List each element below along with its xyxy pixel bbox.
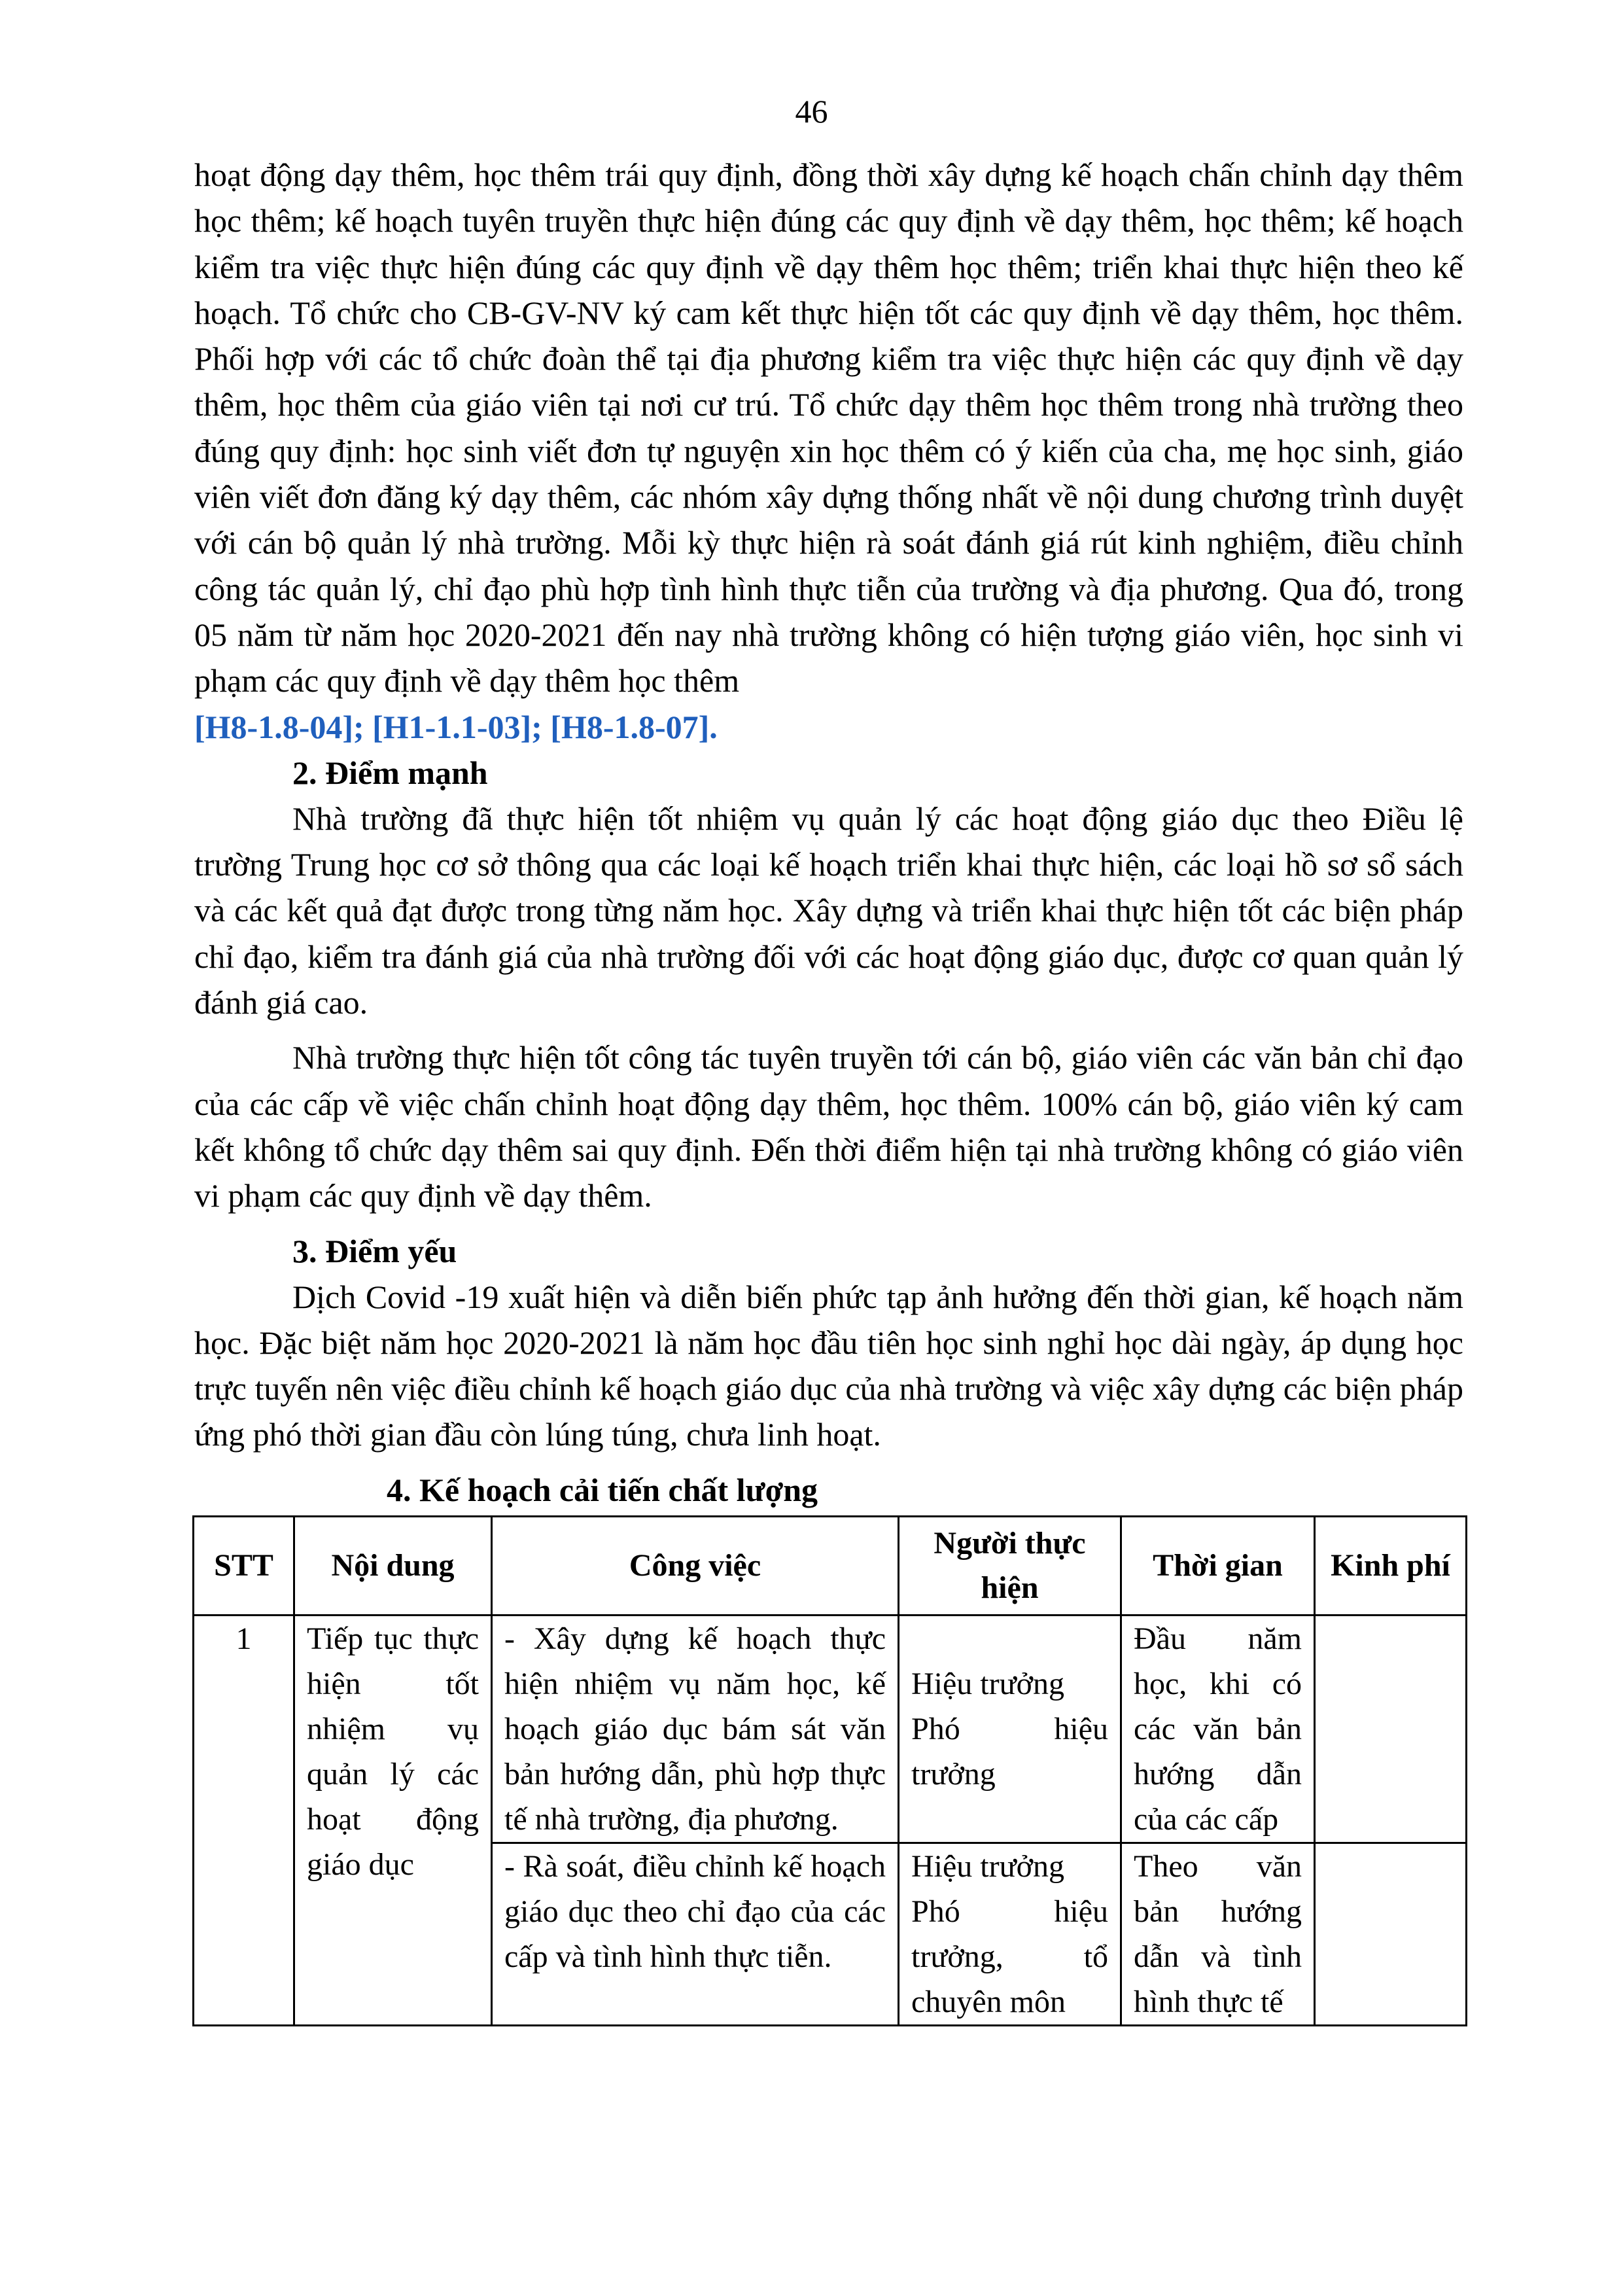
person-line: Phó hiệu trưởng — [911, 1711, 1108, 1792]
table-row — [194, 1615, 1467, 1843]
header-nguoi-thuc-hien: Người thực hiện — [899, 1516, 1121, 1615]
page-body — [194, 152, 1463, 2026]
paragraph-strengths-1: Nhà trường đã thực hiện tốt nhiệm vụ quản lý các hoạt động giáo dục theo Điều lệ trường Trung học cơ sở thông qua các loại kế hoạch triển khai thực hiện, các loại hồ sơ sổ sách và các kết quả đạt được trong từng năm học. Xây dựng và triển khai thực hiện tốt các biện pháp chỉ đạo, kiểm tra đánh giá của nhà trường đối với các hoạt động giáo dục, được cơ quan quản lý đánh giá cao. — [194, 800, 1463, 1021]
paragraph-continuation — [194, 152, 1463, 750]
header-cong-viec: Công việc — [492, 1516, 899, 1615]
paragraph-text: hoạt động dạy thêm, học thêm trái quy định, đồng thời xây dựng kế hoạch chấn chỉnh dạy thêm học thêm; kế hoạch tuyên truyền thực hiện đúng các quy định về dạy thêm, học thêm; kế hoạch kiểm tra việc thực hiện đúng các quy định về dạy thêm học thêm; triển khai thực hiện theo kế hoạch. Tổ chức cho CB-GV-NV ký cam kết thực hiện tốt các quy định về dạy thêm, học thêm. Phối hợp với các tổ chức đoàn thể tại địa phương kiểm tra việc thực hiện các quy định về dạy thêm, học thêm của giáo viên tại nơi cư trú. Tổ chức dạy thêm học thêm trong nhà trường theo đúng quy định: học sinh viết đơn tự nguyện xin học thêm có ý kiến của cha, mẹ học sinh, giáo viên viết đơn đăng ký dạy thêm, các nhóm xây dựng thống nhất về nội dung chương trình duyệt với cán bộ quản lý nhà trường. Mỗi kỳ thực hiện rà soát đánh giá rút kinh nghiệm, điều chỉnh công tác quản lý, chỉ đạo phù hợp tình hình thực tiễn của trường và địa phương. Qua đó, trong 05 năm từ năm học 2020-2021 đến nay nhà trường không có hiện tượng giáo viên, học sinh vi phạm các quy định về dạy thêm học thêm — [194, 156, 1463, 699]
improvement-plan-table — [192, 1515, 1467, 2026]
paragraph-strengths-2: Nhà trường thực hiện tốt công tác tuyên truyền tới cán bộ, giáo viên các văn bản chỉ đạo của các cấp về việc chấn chỉnh hoạt động dạy thêm, học thêm. 100% cán bộ, giáo viên ký cam kết không tổ chức dạy thêm sai quy định. Đến thời điểm hiện tại nhà trường không có giáo viên vi phạm các quy định về dạy thêm. — [194, 1039, 1463, 1214]
cell-noi-dung: Tiếp tục thực hiện tốt nhiệm vụ quản lý các hoạt động giáo dục — [294, 1615, 492, 2025]
cell-thoi-gian: Đầu năm học, khi có các văn bản hướng dẫn của các cấp — [1121, 1615, 1315, 1843]
evidence-references: [H8-1.8-04]; [H1-1.1-03]; [H8-1.8-07]. — [194, 708, 718, 745]
person-line: Phó hiệu trưởng, tổ chuyên môn — [911, 1894, 1108, 2019]
paragraph-weaknesses: Dịch Covid -19 xuất hiện và diễn biến phức tạp ảnh hưởng đến thời gian, kế hoạch năm học. Đặc biệt năm học 2020-2021 là năm học đầu tiên học sinh nghỉ học dài ngày, áp dụng học trực tuyến nên việc điều chỉnh kế hoạch giáo dục của nhà trường và việc xây dựng các biện pháp ứng phó thời gian đầu còn lúng túng, chưa linh hoạt. — [194, 1278, 1463, 1453]
cell-stt: 1 — [194, 1615, 294, 2025]
cell-kinh-phi — [1315, 1615, 1467, 1843]
header-kinh-phi: Kinh phí — [1315, 1516, 1467, 1615]
header-thoi-gian: Thời gian — [1121, 1516, 1315, 1615]
cell-cong-viec: - Rà soát, điều chỉnh kế hoạch giáo dục theo chỉ đạo của các cấp và tình hình thực tiễn. — [492, 1843, 899, 2025]
header-stt: STT — [194, 1516, 294, 1615]
section-heading-strengths: 2. Điểm mạnh — [292, 754, 488, 791]
section-heading-improvement-plan: 4. Kế hoạch cải tiến chất lượng — [387, 1471, 818, 1508]
person-line: Hiệu trưởng — [911, 1848, 1065, 1884]
page-number: 46 — [795, 93, 828, 130]
cell-nguoi-thuc-hien — [899, 1615, 1121, 1843]
cell-nguoi-thuc-hien — [899, 1843, 1121, 2025]
cell-thoi-gian: Theo văn bản hướng dẫn và tình hình thực tế — [1121, 1843, 1315, 2025]
table-header-row — [194, 1516, 1467, 1615]
section-heading-weaknesses: 3. Điểm yếu — [292, 1232, 457, 1269]
person-line: Hiệu trưởng — [911, 1666, 1065, 1701]
cell-cong-viec: - Xây dựng kế hoạch thực hiện nhiệm vụ năm học, kế hoạch giáo dục bám sát văn bản hướng dẫn, phù hợp thực tế nhà trường, địa phương. — [492, 1615, 899, 1843]
cell-kinh-phi — [1315, 1843, 1467, 2025]
header-noi-dung: Nội dung — [294, 1516, 492, 1615]
